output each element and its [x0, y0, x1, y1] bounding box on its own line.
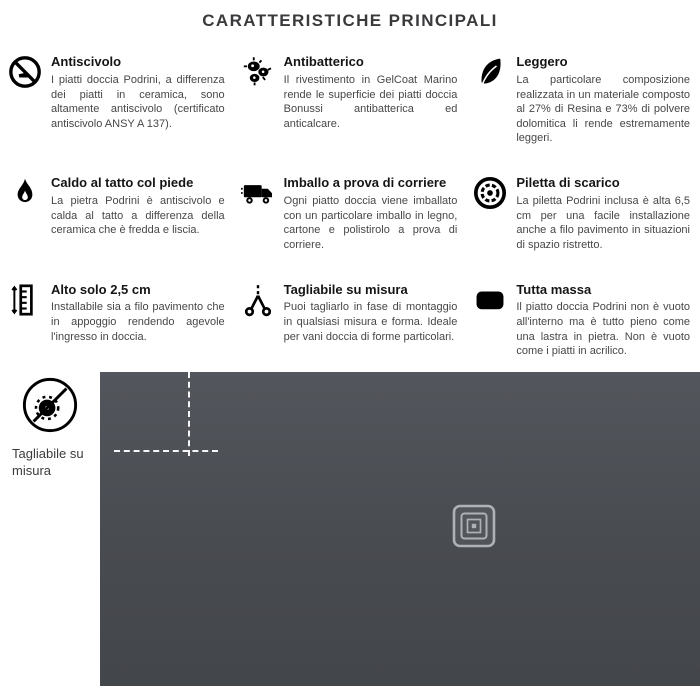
feature-desc: La piletta Podrini inclusa è alta 6,5 cm per una facile installazione anche a filo pavimento in situazioni di spazio ristretto. — [516, 195, 690, 251]
feature-tagliabile — [241, 283, 458, 359]
shower-tray-photo — [100, 372, 700, 686]
feature-imballo — [241, 176, 458, 252]
drain-icon — [473, 176, 507, 210]
feature-desc: Il rivestimento in GelCoat Marino rende le superficie dei piatti doccia Bonussi antibatterica ed anticalcare. — [283, 73, 458, 130]
cut-guide-horizontal-line — [114, 450, 218, 452]
feature-desc: I piatti doccia Podrini, a differenza dei piatti in ceramica, sono altamente antiscivolo (certificato antiscivolo ANSY A 137). — [51, 73, 225, 130]
feature-caldo-al-tatto — [8, 176, 225, 252]
feature-alto-25cm — [8, 283, 225, 359]
feature-title: Tagliabile su misura — [283, 281, 408, 297]
feature-title: Antibatterico — [283, 54, 364, 69]
feature-title: Piletta di scarico — [516, 175, 620, 191]
feature-desc: Ogni piatto doccia viene imballato con un particolare imballo in legno, cartone e polistirolo a prova di corriere. — [283, 195, 458, 251]
no-slip-icon — [8, 55, 42, 89]
feature-antiscivolo — [8, 55, 225, 146]
product-photo-section — [0, 372, 700, 700]
truck-icon — [241, 176, 275, 210]
feature-title: Antiscivolo — [51, 54, 122, 69]
ruler-icon — [8, 283, 42, 317]
feature-tutta-massa — [473, 283, 690, 359]
feature-desc: Puoi tagliarlo in fase di montaggio in qualsiasi misura e forma. Ideale per vani doccia di forme particolari. — [283, 301, 458, 343]
feature-title: Caldo al tatto col piede — [51, 175, 194, 191]
feature-desc: Installabile sia a filo pavimento che in appoggio rendendo agevole l'ingresso in doccia. — [51, 301, 225, 343]
feature-desc: Il piatto doccia Podrini non è vuoto all'interno ma è tutto pieno come una lastra in pietra. Non è vuoto come i piatti in acrilico. — [516, 301, 690, 358]
circular-saw-icon — [21, 376, 79, 434]
feature-title: Alto solo 2,5 cm — [51, 281, 151, 297]
feature-piletta — [473, 176, 690, 252]
page-title: CARATTERISTICHE PRINCIPALI — [202, 11, 498, 30]
feature-leggero — [473, 55, 690, 146]
solid-slab-icon — [473, 283, 507, 317]
scissors-icon — [241, 283, 275, 317]
bacteria-icon — [241, 55, 275, 89]
features-grid — [0, 31, 700, 359]
feature-title: Leggero — [516, 54, 568, 69]
feather-icon — [473, 55, 507, 89]
badge-label: Tagliabile su misura — [12, 446, 84, 478]
feature-desc: La particolare composizione realizzata in un materiale composto al 27% di Resina e 73% di polvere dolomitica li rende estremamente leggeri. — [516, 73, 690, 145]
feature-antibatterico — [241, 55, 458, 146]
feature-desc: La pietra Podrini è antiscivolo e calda al tatto a differenza della ceramica che è fredda e liscia. — [51, 195, 225, 237]
flame-icon — [8, 176, 42, 210]
feature-title: Imballo a prova di corriere — [283, 175, 447, 191]
feature-title: Tutta massa — [516, 281, 592, 297]
drain-cover — [452, 504, 496, 548]
cut-guide-vertical-line — [188, 372, 190, 456]
